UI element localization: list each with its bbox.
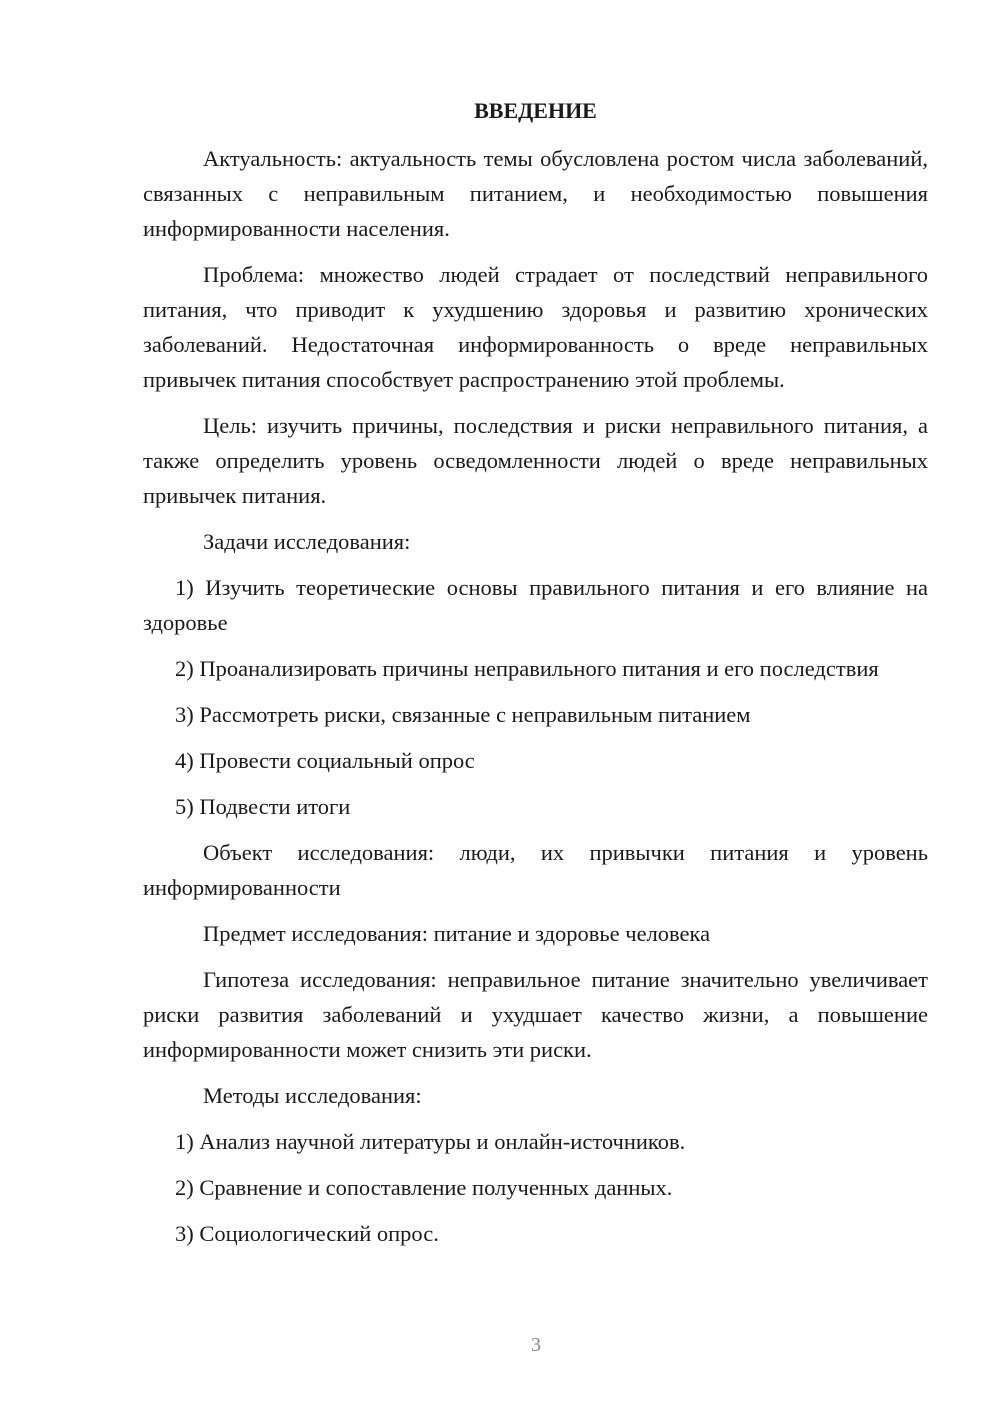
task-item-1: 1) Изучить теоретические основы правильного питания и его влияние на здоровье: [143, 575, 928, 635]
task-item-5: 5) Подвести итоги: [175, 794, 351, 819]
paragraph-methods-heading: Методы исследования:: [203, 1083, 422, 1108]
paragraph-problem: Проблема: множество людей страдает от последствий неправильного питания, что приводит к ухудшению здоровья и развитию хронических заболеваний. Недостаточная информированность о вреде неправильных привычек питания способствует распространению этой проблемы.: [143, 262, 928, 392]
document-page: [143, 96, 928, 1262]
method-item-2: 2) Сравнение и сопоставление полученных данных.: [175, 1175, 673, 1200]
section-title: ВВЕДЕНИЕ: [474, 98, 597, 123]
task-item-3: 3) Рассмотреть риски, связанные с неправильным питанием: [175, 702, 751, 727]
paragraph-goal: Цель: изучить причины, последствия и риски неправильного питания, а также определить уровень осведомленности людей о вреде неправильных привычек питания.: [143, 413, 928, 508]
task-item-4: 4) Провести социальный опрос: [175, 748, 475, 773]
method-item-3: 3) Социологический опрос.: [175, 1221, 439, 1246]
paragraph-tasks-heading: Задачи исследования:: [203, 529, 411, 554]
page-number: 3: [531, 1334, 541, 1356]
task-item-2: 2) Проанализировать причины неправильного питания и его последствия: [175, 656, 879, 681]
paragraph-subject: Предмет исследования: питание и здоровье человека: [203, 921, 711, 946]
method-item-1: 1) Анализ научной литературы и онлайн-источников.: [175, 1129, 686, 1154]
paragraph-object: Объект исследования: люди, их привычки питания и уровень информированности: [143, 840, 928, 900]
paragraph-hypothesis: Гипотеза исследования: неправильное питание значительно увеличивает риски развития заболеваний и ухудшает качество жизни, а повышение информированности может снизить эти риски.: [143, 967, 928, 1062]
paragraph-relevance: Актуальность: актуальность темы обусловлена ростом числа заболеваний, связанных с неправильным питанием, и необходимостью повышения информированности населения.: [143, 146, 928, 241]
